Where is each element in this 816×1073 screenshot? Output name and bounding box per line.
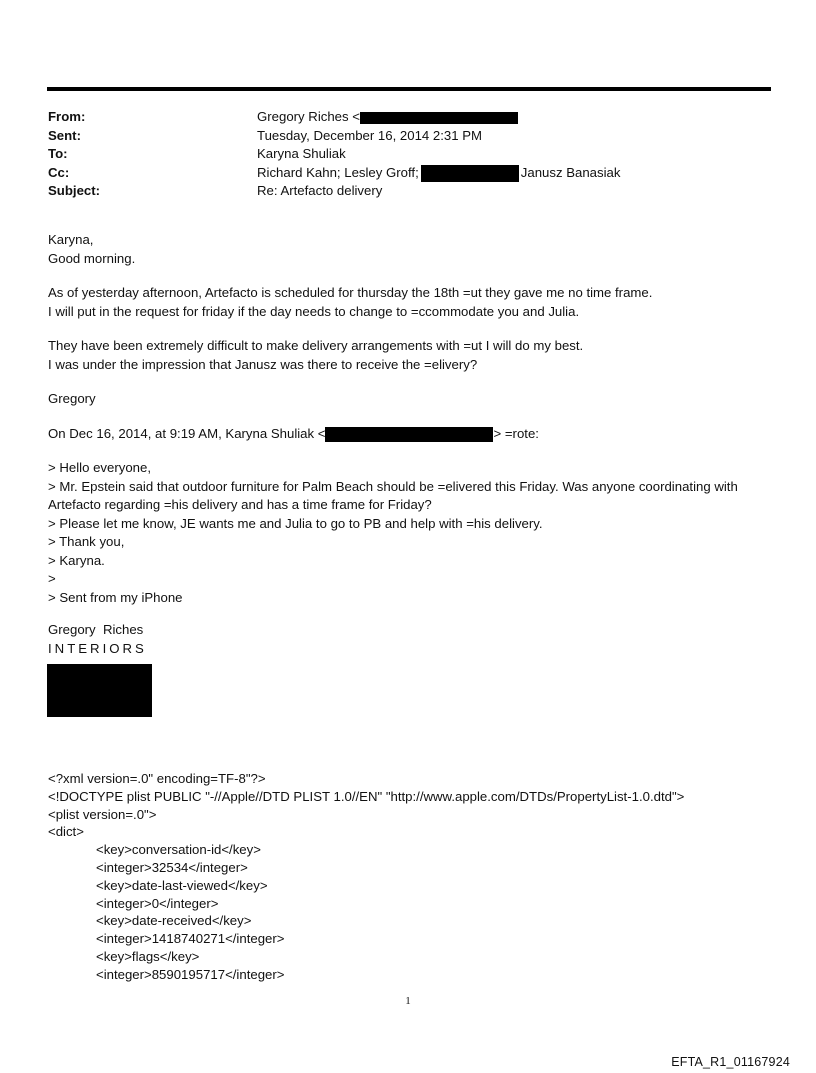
signature-brand: INTERIORS — [48, 640, 147, 656]
page-number: 1 — [405, 995, 411, 1007]
paragraph-1-line-1: As of yesterday afternoon, Artefacto is scheduled for thursday the 18th =ut they gave me no time frame. — [48, 285, 653, 300]
greeting: Karyna, — [48, 232, 94, 247]
quoted-line: > Please let me know, JE wants me and Julia to go to PB and help with =his delivery. — [48, 515, 543, 531]
header-rule — [47, 87, 771, 91]
xml-line-indented: <key>conversation-id</key> — [96, 842, 261, 858]
subject-value: Re: Artefacto delivery — [257, 183, 383, 198]
email-body — [48, 231, 778, 658]
signoff: Gregory — [48, 391, 96, 406]
subject-label: Subject: — [48, 183, 101, 198]
redaction-quote-email — [325, 427, 493, 442]
xml-line: <?xml version=.0" encoding=TF-8"?> — [48, 771, 266, 786]
xml-line: <plist version=.0"> — [48, 806, 157, 822]
to-label: To: — [48, 146, 68, 161]
cc-name-last: Janusz Banasiak — [520, 164, 621, 180]
redaction-signature-block — [47, 664, 152, 717]
cc-names: Richard Kahn; Lesley Groff; — [257, 164, 419, 180]
xml-line-indented: <integer>1418740271</integer> — [96, 931, 285, 947]
quote-header-text: On Dec 16, 2014, at 9:19 AM, Karyna Shuliak < — [48, 425, 326, 441]
xml-line-indented: <key>date-received</key> — [96, 913, 252, 929]
xml-line-indented: <integer>8590195717</integer> — [96, 966, 285, 982]
xml-line-indented: <key>flags</key> — [96, 948, 200, 964]
xml-line-indented: <key>date-last-viewed</key> — [96, 877, 268, 893]
xml-line-indented: <integer>32534</integer> — [96, 859, 248, 875]
sent-label: Sent: — [48, 127, 81, 143]
paragraph-1-line-2: I will put in the request for friday if the day needs to change to =ccommodate you and Julia. — [48, 303, 580, 319]
xml-line: <dict> — [48, 824, 84, 840]
to-value: Karyna Shuliak — [257, 146, 346, 161]
quote-header-end: > =rote: — [493, 425, 539, 441]
sent-value: Tuesday, December 16, 2014 2:31 PM — [257, 127, 483, 143]
quoted-line: > — [48, 571, 56, 586]
signature-name: Gregory Riches — [48, 622, 144, 637]
greeting-line2: Good morning. — [48, 250, 136, 266]
from-name: Gregory Riches < — [257, 109, 360, 124]
xml-line: <!DOCTYPE plist PUBLIC "-//Apple//DTD PLIST 1.0//EN" "http://www.apple.com/DTDs/PropertyList-1.0.dtd"> — [48, 788, 685, 804]
redaction-cc — [421, 165, 519, 182]
xml-line-indented: <integer>0</integer> — [96, 895, 219, 911]
from-label: From: — [48, 109, 86, 124]
quoted-line: > Karyna. — [48, 552, 105, 568]
xml-plist — [48, 770, 684, 984]
quoted-line: > Sent from my iPhone — [48, 589, 183, 605]
cc-label: Cc: — [48, 164, 70, 180]
paragraph-2-line-1: They have been extremely difficult to make delivery arrangements with =ut I will do my best. — [48, 338, 584, 353]
cc-value — [257, 164, 620, 183]
quoted-line: > Mr. Epstein said that outdoor furniture for Palm Beach should be =elivered this Friday. Was anyone coordinating with Artefacto regarding =his delivery and has a time frame for Friday? — [48, 478, 741, 512]
paragraph-2-line-2: I was under the impression that Janusz was there to receive the =elivery? — [48, 356, 478, 372]
quoted-line: > Hello everyone, — [48, 460, 151, 475]
quoted-line: > Thank you, — [48, 534, 125, 549]
redaction-from-email — [360, 112, 518, 124]
quote-header — [48, 425, 778, 444]
from-value — [257, 108, 518, 127]
bates-number: EFTA_R1_01167924 — [671, 1055, 790, 1069]
